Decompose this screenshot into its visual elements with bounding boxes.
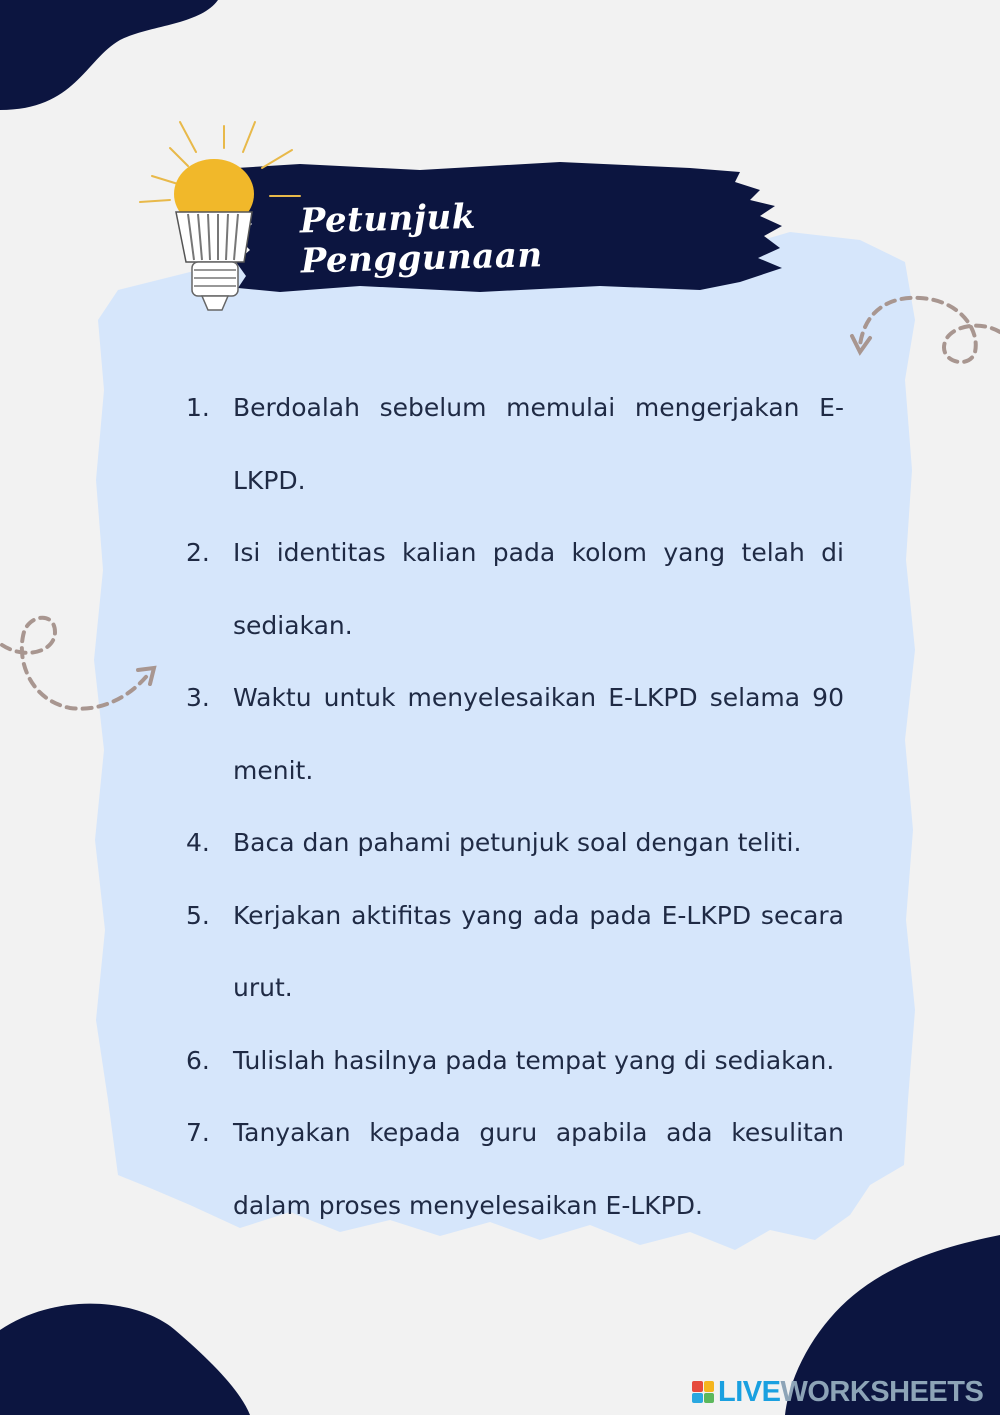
instruction-number: 5. — [186, 900, 210, 930]
instruction-text: Berdoalah sebelum memulai mengerjakan E-LKPD. — [233, 393, 844, 495]
logo-mark-icon — [692, 1381, 714, 1403]
instruction-text: Isi identitas kalian pada kolom yang telah di sediakan. — [233, 538, 844, 640]
page-title: Petunjuk Penggunaan — [299, 196, 544, 282]
bottom-left-blob — [0, 1304, 250, 1415]
instruction-item — [186, 1097, 844, 1242]
instruction-item — [186, 517, 844, 662]
instruction-text: Waktu untuk menyelesaikan E-LKPD selama 90 menit. — [233, 683, 844, 785]
instruction-number: 2. — [186, 538, 210, 567]
instruction-text: Kerjakan aktifitas yang ada pada E-LKPD secara urut. — [233, 900, 844, 1002]
instruction-text: Tulislah hasilnya pada tempat yang di sediakan. — [233, 1045, 835, 1075]
instruction-list — [186, 372, 844, 1242]
instruction-number: 1. — [186, 393, 210, 422]
liveworksheets-logo — [692, 1374, 983, 1410]
logo-text: LIVEWORKSHEETS — [718, 1375, 984, 1408]
instruction-number: 6. — [186, 1045, 210, 1075]
instruction-number: 4. — [186, 828, 210, 857]
instruction-number: 3. — [186, 683, 210, 712]
instruction-text: Baca dan pahami petunjuk soal dengan teliti. — [233, 828, 802, 857]
instruction-number: 7. — [186, 1118, 210, 1147]
instruction-item — [186, 880, 844, 1025]
instruction-item — [186, 372, 844, 517]
instruction-text: Tanyakan kepada guru apabila ada kesulitan dalam proses menyelesaikan E-LKPD. — [233, 1118, 844, 1220]
top-left-blob — [0, 0, 218, 110]
instruction-item — [186, 662, 844, 807]
instruction-item — [186, 807, 844, 880]
instruction-item — [186, 1025, 844, 1098]
